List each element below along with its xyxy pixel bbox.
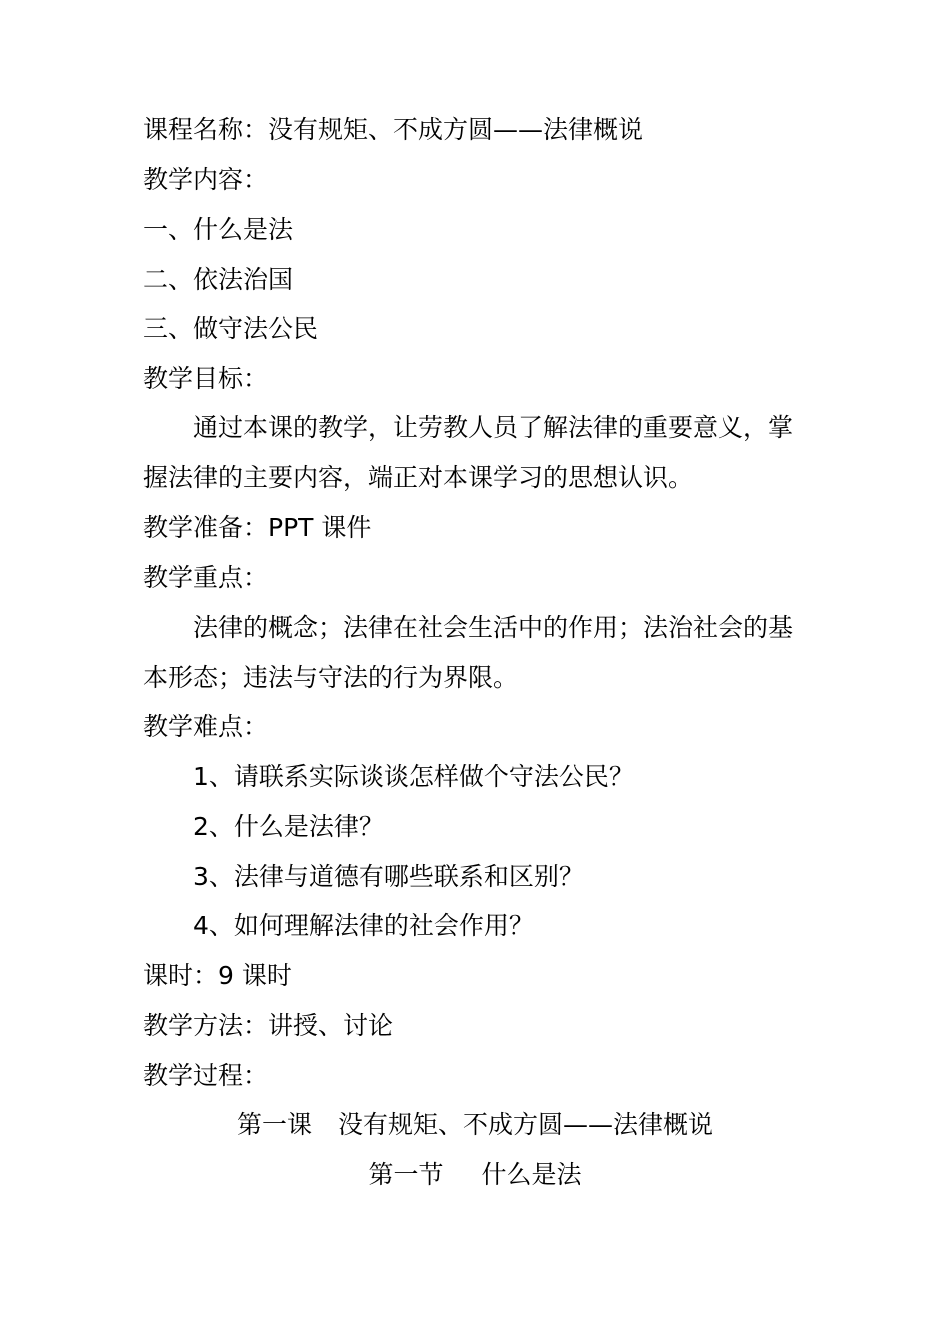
difficulties-heading: 教学难点：	[143, 712, 269, 741]
difficulty-item: 1、请联系实际谈谈怎样做个守法公民？	[193, 762, 634, 791]
difficulty-item: 2、什么是法律？	[193, 812, 384, 841]
key-points-line: 本形态；违法与守法的行为界限。	[143, 663, 519, 692]
key-points-line: 法律的概念；法律在社会生活中的作用；法治社会的基	[193, 613, 794, 642]
lesson-title: 没有规矩、不成方圆——法律概说	[338, 1110, 714, 1139]
process-heading: 教学过程：	[143, 1061, 269, 1090]
preparation: 教学准备：PPT 课件	[143, 513, 372, 542]
content-item: 二、依法治国	[143, 265, 294, 294]
content-item: 一、什么是法	[143, 215, 294, 244]
section-heading	[0, 1158, 950, 1192]
lesson-heading	[0, 1108, 950, 1142]
content-item: 三、做守法公民	[143, 314, 319, 343]
objective-heading: 教学目标：	[143, 364, 269, 393]
section-label: 第一节	[368, 1160, 444, 1189]
methods: 教学方法：讲授、讨论	[143, 1011, 394, 1040]
key-points-heading: 教学重点：	[143, 563, 269, 592]
difficulty-item: 3、法律与道德有哪些联系和区别？	[193, 862, 584, 891]
objective-text-line: 通过本课的教学，让劳教人员了解法律的重要意义，掌	[193, 413, 794, 442]
section-title: 什么是法	[481, 1160, 582, 1189]
course-name: 课程名称：没有规矩、不成方圆——法律概说	[143, 115, 644, 144]
hours: 课时：9 课时	[143, 961, 292, 990]
difficulty-item: 4、如何理解法律的社会作用？	[193, 911, 534, 940]
lesson-label: 第一课	[236, 1110, 312, 1139]
content-heading: 教学内容：	[143, 165, 269, 194]
objective-text-line: 握法律的主要内容，端正对本课学习的思想认识。	[143, 463, 694, 492]
